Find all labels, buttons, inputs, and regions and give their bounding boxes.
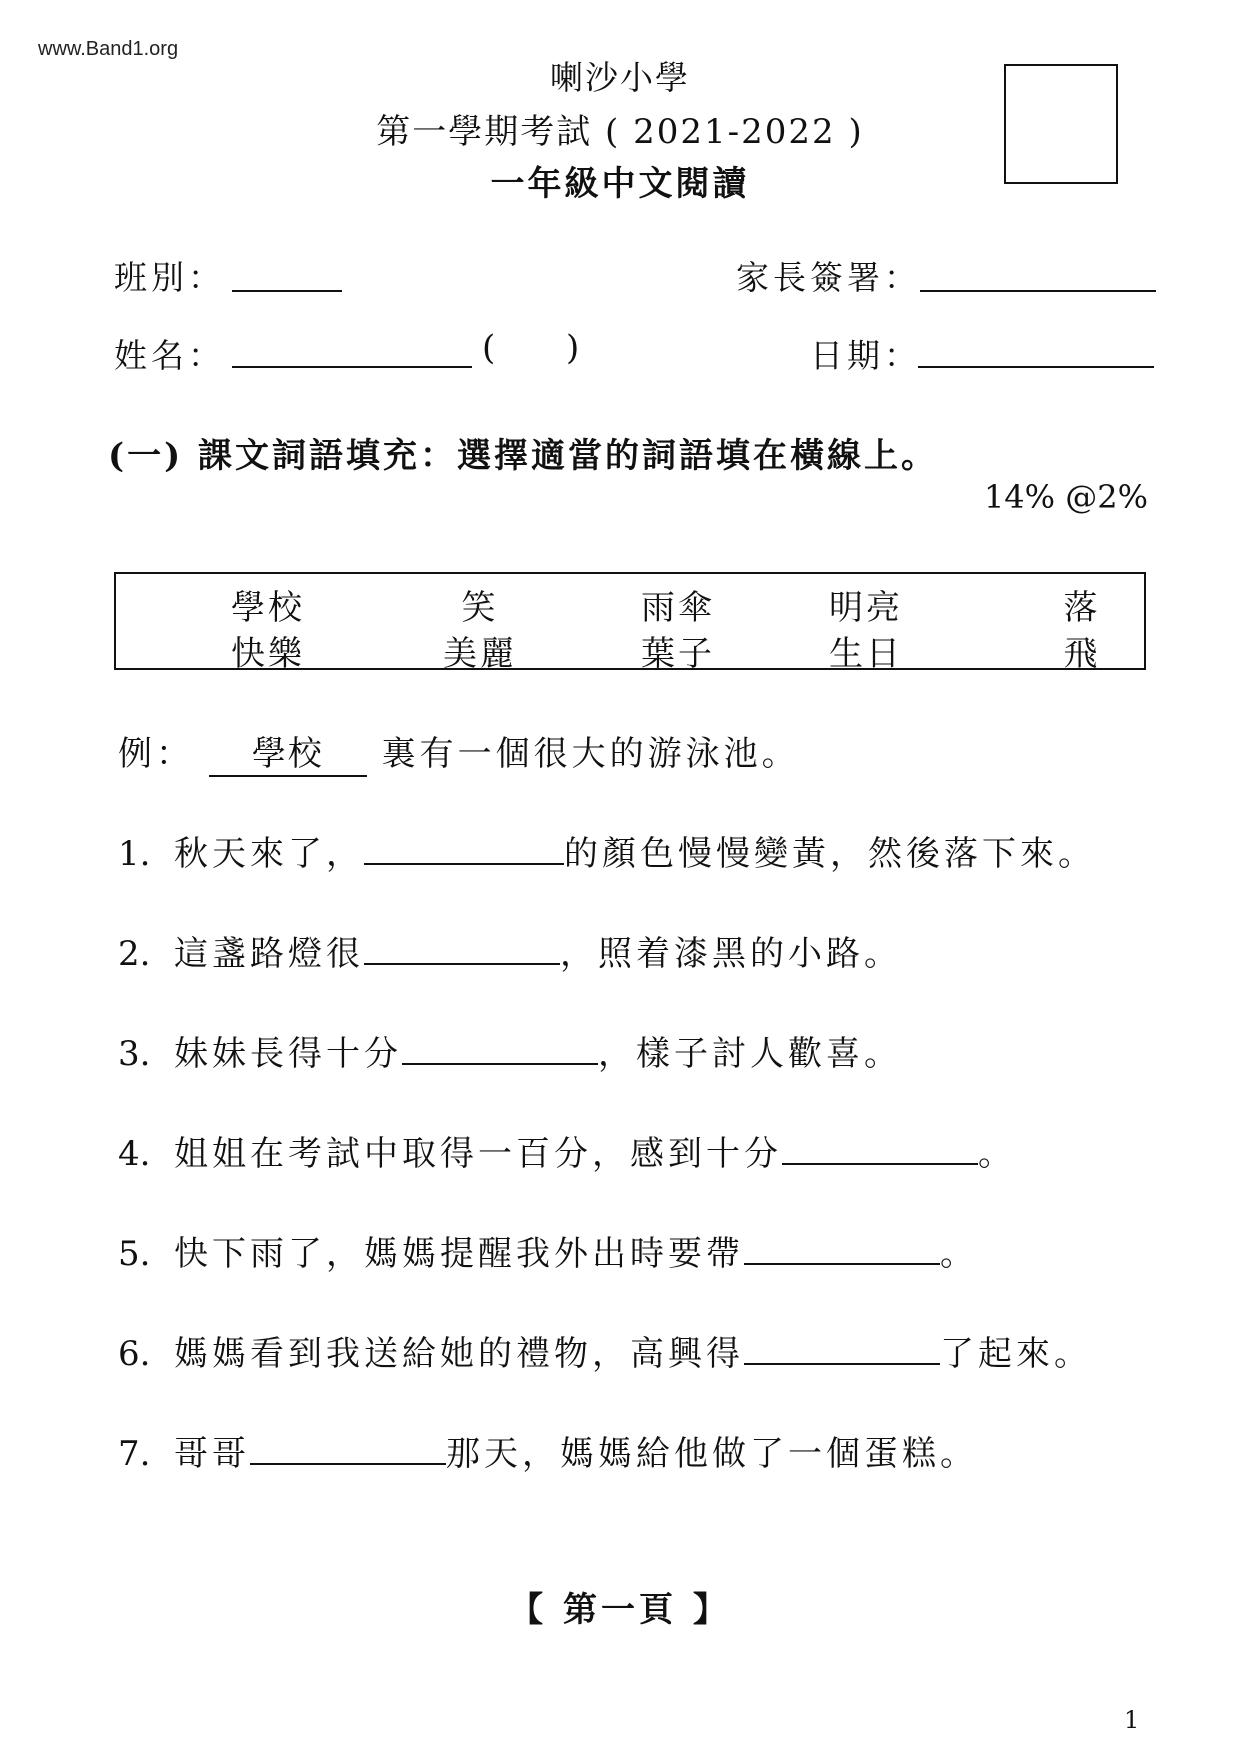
date-label: 日期： xyxy=(810,336,921,375)
question-text-before: 妹妹長得十分 xyxy=(174,1034,402,1074)
page-footer: 【 第一頁 】 xyxy=(509,1590,731,1630)
word-bank-item: 落 xyxy=(1063,588,1101,628)
watermark: www.Band1.org xyxy=(38,38,179,60)
question-number: 5. xyxy=(118,1234,151,1274)
word-bank-item: 學校 xyxy=(231,588,305,628)
example-label: 例： xyxy=(118,734,194,774)
question-text-before: 媽媽看到我送給她的禮物，高興得 xyxy=(174,1334,744,1374)
word-bank-item: 明亮 xyxy=(829,588,903,628)
answer-blank[interactable] xyxy=(250,1433,446,1465)
question-number: 3. xyxy=(118,1034,151,1074)
answer-blank[interactable] xyxy=(744,1233,940,1265)
parent-signature-field[interactable] xyxy=(920,290,1156,292)
question-text-after: 那天，媽媽給他做了一個蛋糕。 xyxy=(446,1434,978,1474)
question-text-before: 快下雨了，媽媽提醒我外出時要帶 xyxy=(174,1234,744,1274)
class-number-paren-close: ) xyxy=(566,328,580,368)
question-6 xyxy=(118,1326,1092,1375)
question-3 xyxy=(118,1026,902,1075)
answer-blank[interactable] xyxy=(782,1133,978,1165)
question-number: 7. xyxy=(118,1434,151,1474)
parent-signature-label: 家長簽署： xyxy=(736,258,921,297)
example-answer: 學校 xyxy=(209,726,367,777)
page-number: 1 xyxy=(1124,1706,1140,1734)
question-text-before: 這盞路燈很 xyxy=(174,934,364,974)
section-one-title: (一) 課文詞語填充：選擇適當的詞語填在橫線上。 xyxy=(108,436,939,476)
word-bank-item: 飛 xyxy=(1063,634,1101,674)
question-1 xyxy=(118,826,1096,875)
answer-blank[interactable] xyxy=(402,1033,598,1065)
class-number-paren-open: ( xyxy=(482,328,496,368)
answer-blank[interactable] xyxy=(744,1333,940,1365)
question-4 xyxy=(118,1126,1016,1175)
question-text-after: 。 xyxy=(940,1234,978,1274)
question-text-after: ，照着漆黑的小路。 xyxy=(560,934,902,974)
question-number: 6. xyxy=(118,1334,151,1374)
question-5 xyxy=(118,1226,978,1275)
class-label: 班別： xyxy=(114,258,225,297)
word-bank xyxy=(114,572,1146,674)
word-bank-item: 笑 xyxy=(461,588,499,628)
question-7 xyxy=(118,1426,978,1475)
exam-title: 第一學期考試 ( 2021-2022 ) xyxy=(376,112,864,152)
example-line xyxy=(118,726,800,777)
name-label: 姓名： xyxy=(114,336,225,375)
word-bank-item: 快樂 xyxy=(231,634,305,674)
name-field[interactable] xyxy=(232,366,472,368)
question-text-after: 。 xyxy=(978,1134,1016,1174)
section-one-marks: 14% @2% xyxy=(983,478,1148,516)
question-number: 2. xyxy=(118,934,151,974)
question-number: 1. xyxy=(118,834,151,874)
question-text-before: 哥哥 xyxy=(174,1434,250,1474)
example-text: 裏有一個很大的游泳池。 xyxy=(381,734,800,774)
word-bank-item: 生日 xyxy=(829,634,903,674)
word-bank-item: 雨傘 xyxy=(641,588,715,628)
question-text-after: ，樣子討人歡喜。 xyxy=(598,1034,902,1074)
subject-title: 一年級中文閱讀 xyxy=(490,164,750,204)
question-number: 4. xyxy=(118,1134,151,1174)
answer-blank[interactable] xyxy=(364,933,560,965)
question-text-before: 秋天來了， xyxy=(174,834,364,874)
word-bank-item: 美麗 xyxy=(443,634,517,674)
question-text-after: 的顏色慢慢變黃，然後落下來。 xyxy=(564,834,1096,874)
word-bank-item: 葉子 xyxy=(641,634,715,674)
school-name: 喇沙小學 xyxy=(550,58,690,97)
question-2 xyxy=(118,926,902,975)
question-text-after: 了起來。 xyxy=(940,1334,1092,1374)
date-field[interactable] xyxy=(918,366,1154,368)
answer-blank[interactable] xyxy=(364,833,564,865)
question-text-before: 姐姐在考試中取得一百分，感到十分 xyxy=(174,1134,782,1174)
score-box[interactable] xyxy=(1004,64,1118,184)
class-field[interactable] xyxy=(232,290,342,292)
